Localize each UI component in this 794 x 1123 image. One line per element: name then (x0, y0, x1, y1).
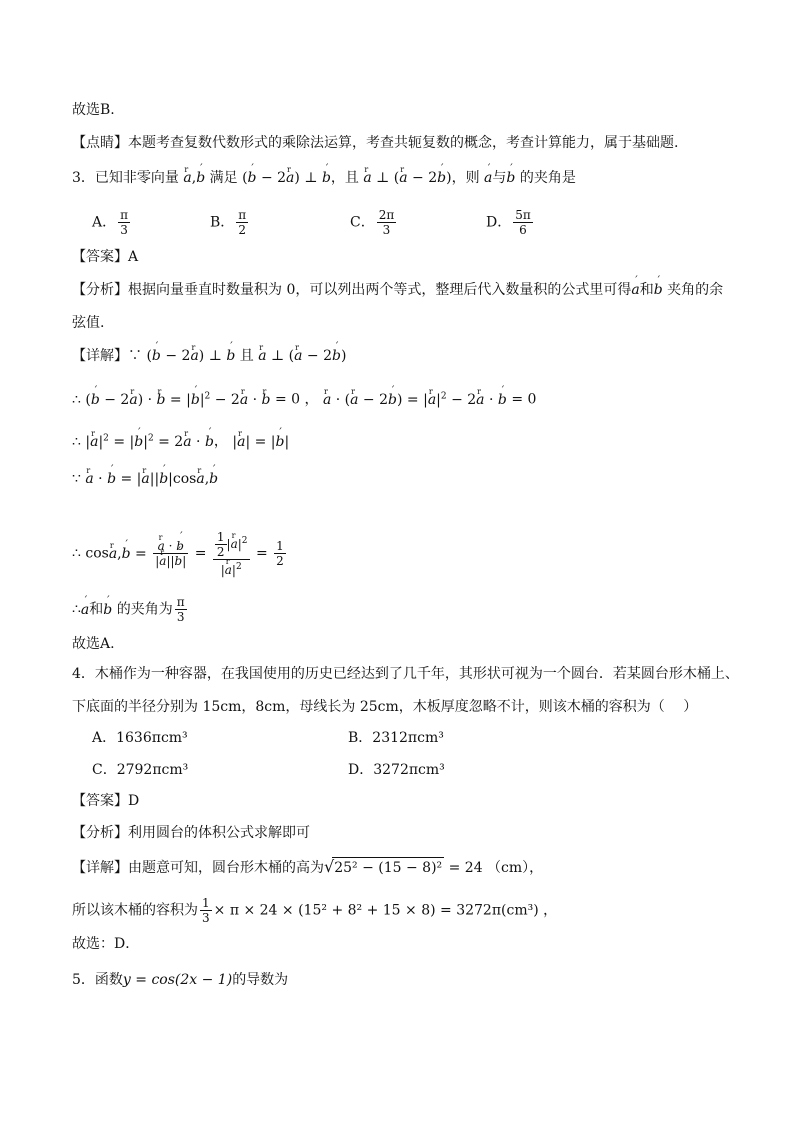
q3-text: 与 (492, 170, 507, 186)
condition-1: (´ b − 2r a) ⊥ ´ b (242, 170, 331, 186)
q3-text: 满足 (209, 170, 238, 186)
q3-text: 的夹角是 (519, 170, 576, 186)
option-c: C． $\frac{2\pi}{3}$ (350, 208, 395, 237)
answer-4: 【答案】D (72, 793, 140, 809)
analysis-4: 【分析】利用圆台的体积公式求解即可 (72, 825, 310, 841)
equation-2: ∴ |r $a|^2$ = |´ $b|^2 = 2r$ a · ´ b， |r a| = |´ b| (72, 428, 289, 452)
equation-1: ∴ (´ b − 2r a) · r b = |´ $b|^2 - 2r$ a · r b = 0 ， r a · (r a − 2´ b) = |r $a|^2 - 2r$ a · ´ b = 0 (72, 386, 536, 410)
vector-b: ´ b (506, 168, 515, 188)
option-a: A．1636πcm³ (92, 730, 188, 746)
vector-a: ´ a (484, 168, 492, 188)
q3-text: ，且 (330, 170, 359, 186)
option-d: D．3272πcm³ (348, 762, 445, 778)
detail-4-cont: 所以该木桶的容积为 $\frac{1}{3}$ × π × 24 × (15² + 8² + 15 × 8) = 3272π(cm³) ， (72, 896, 558, 925)
detail-3: 【详解】∵ (´ b − 2r a) ⊥ ´ b 且 r a ⊥ (r a − 2´ b) (72, 346, 346, 366)
detail-4: 【详解】由题意可知，圆台形木桶的高为√25² − (15 − 8)² = 24 （cm）， (72, 857, 544, 876)
option-b: B．2312πcm³ (348, 730, 444, 746)
vector-a: r a (183, 168, 191, 188)
equation-4: ∴ cosr a,´ b = r $\frac{a \cdot ´ b}{\text{|r a||´ b|}}$ = $\frac{1}{2}$ |r $a|^2$ |r $a|^2$ = $\frac{1}{2}$ (72, 530, 288, 577)
text-line: 故选：D． (72, 936, 140, 952)
condition-2: r a ⊥ (r a − 2´ b) (363, 170, 451, 186)
equation-5: ∴´ a和´ b 的夹角为 $\frac{\pi}{3}$ (72, 595, 189, 624)
option-c: C．2792πcm³ (92, 762, 189, 778)
q3-text: ，则 (451, 170, 480, 186)
question-5: 5．函数y = cos(2x − 1)的导数为 (72, 972, 289, 988)
text-line: 故选B. (72, 102, 115, 118)
option-d: D． $\frac{5\pi}{6}$ (486, 208, 531, 237)
option-a: A． $\frac{\pi}{3}$ (92, 208, 129, 237)
question-3: 3．已知非零向量 r a,´ b 满足 (´ b − 2r a) ⊥ ´ b，且 r a ⊥ (r a − 2´ b)，则 ´ a与´ b 的夹角是 (72, 168, 576, 188)
question-4: 4．木桶作为一种容器，在我国使用的历史已经达到了几千年，其形状可视为一个圆台．若某圆台形木桶上、 (72, 666, 739, 682)
option-b: B． $\frac{\pi}{2}$ (210, 208, 247, 237)
text-line: 故选A. (72, 636, 115, 652)
analysis-3: 【分析】根据向量垂直时数量积为 0，可以列出两个等式，整理后代入数量积的公式里可得´ a和´ b 夹角的余 (72, 280, 723, 300)
analysis-3-cont: 弦值. (72, 315, 105, 331)
question-4-cont: 下底面的半径分别为 15cm，8cm，母线长为 25cm，木板厚度忽略不计，则该木桶的容积为（ ） (72, 699, 698, 715)
answer-3: 【答案】A (72, 249, 139, 265)
equation-3: ∵ r a · ´ b = |r a||´ b|cosr a,´ b (72, 469, 218, 489)
tip-line: 【点睛】本题考查复数代数形式的乘除法运算，考查共轭复数的概念，考查计算能力，属于基础题. (72, 135, 679, 151)
q3-prefix: 3．已知非零向量 (72, 170, 179, 186)
vector-b: ´ b (196, 168, 205, 188)
